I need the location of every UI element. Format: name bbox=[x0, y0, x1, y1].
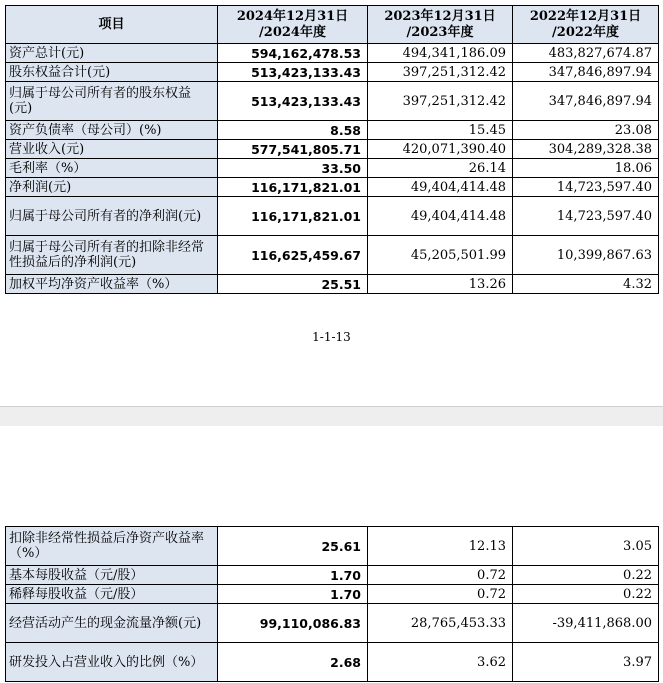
header-2024: 2024年12月31日 /2024年度 bbox=[218, 6, 368, 44]
table-row bbox=[6, 63, 659, 82]
row-label: 基本每股收益（元/股） bbox=[6, 566, 218, 585]
value-2024: 1.70 bbox=[218, 585, 368, 604]
page-break bbox=[0, 406, 663, 426]
value-2024: 25.61 bbox=[218, 527, 368, 566]
value-2023: 28,765,453.33 bbox=[368, 604, 513, 643]
header-2022: 2022年12月31日 /2022年度 bbox=[513, 6, 659, 44]
table-row bbox=[6, 527, 659, 566]
value-2024: 116,625,459.67 bbox=[218, 236, 368, 275]
value-2023: 12.13 bbox=[368, 527, 513, 566]
value-2023: 0.72 bbox=[368, 566, 513, 585]
table-row bbox=[6, 82, 659, 121]
value-2024: 8.58 bbox=[218, 121, 368, 140]
value-2022: 3.05 bbox=[513, 527, 659, 566]
row-label: 净利润(元) bbox=[6, 178, 218, 197]
value-2024: 25.51 bbox=[218, 275, 368, 294]
value-2022: 304,289,328.38 bbox=[513, 140, 659, 159]
table-row bbox=[6, 140, 659, 159]
table-row bbox=[6, 121, 659, 140]
row-label: 加权平均净资产收益率（%） bbox=[6, 275, 218, 294]
row-label: 扣除非经常性损益后净资产收益率（%） bbox=[6, 527, 218, 566]
financial-table-page1 bbox=[5, 5, 659, 294]
table-row bbox=[6, 275, 659, 294]
page-break-line bbox=[0, 406, 663, 407]
value-2022: 18.06 bbox=[513, 159, 659, 178]
table-row bbox=[6, 585, 659, 604]
row-label: 归属于母公司所有者的股东权益(元) bbox=[6, 82, 218, 121]
table-header-row bbox=[6, 6, 659, 44]
value-2024: 594,162,478.53 bbox=[218, 44, 368, 63]
value-2024: 577,541,805.71 bbox=[218, 140, 368, 159]
value-2024: 33.50 bbox=[218, 159, 368, 178]
value-2024: 116,171,821.01 bbox=[218, 178, 368, 197]
value-2022: 483,827,674.87 bbox=[513, 44, 659, 63]
value-2023: 45,205,501.99 bbox=[368, 236, 513, 275]
table-row bbox=[6, 44, 659, 63]
value-2024: 2.68 bbox=[218, 643, 368, 682]
value-2022: 347,846,897.94 bbox=[513, 63, 659, 82]
row-label: 资产负债率（母公司）(%) bbox=[6, 121, 218, 140]
financial-table-page2 bbox=[5, 526, 659, 682]
value-2022: 4.32 bbox=[513, 275, 659, 294]
value-2022: 347,846,897.94 bbox=[513, 82, 659, 121]
row-label: 营业收入(元) bbox=[6, 140, 218, 159]
value-2023: 0.72 bbox=[368, 585, 513, 604]
table-row bbox=[6, 159, 659, 178]
value-2023: 26.14 bbox=[368, 159, 513, 178]
value-2023: 397,251,312.42 bbox=[368, 63, 513, 82]
value-2022: 14,723,597.40 bbox=[513, 197, 659, 236]
value-2023: 13.26 bbox=[368, 275, 513, 294]
row-label: 稀释每股收益（元/股） bbox=[6, 585, 218, 604]
header-item: 项目 bbox=[6, 6, 218, 44]
row-label: 毛利率（%） bbox=[6, 159, 218, 178]
value-2022: -39,411,868.00 bbox=[513, 604, 659, 643]
value-2024: 513,423,133.43 bbox=[218, 82, 368, 121]
value-2023: 3.62 bbox=[368, 643, 513, 682]
table-row bbox=[6, 604, 659, 643]
value-2024: 99,110,086.83 bbox=[218, 604, 368, 643]
table-row bbox=[6, 566, 659, 585]
value-2024: 513,423,133.43 bbox=[218, 63, 368, 82]
table-row bbox=[6, 643, 659, 682]
page-number: 1-1-13 bbox=[312, 330, 351, 344]
value-2024: 1.70 bbox=[218, 566, 368, 585]
value-2023: 15.45 bbox=[368, 121, 513, 140]
value-2022: 3.97 bbox=[513, 643, 659, 682]
value-2023: 49,404,414.48 bbox=[368, 178, 513, 197]
table-row bbox=[6, 197, 659, 236]
row-label: 经营活动产生的现金流量净额(元) bbox=[6, 604, 218, 643]
value-2023: 397,251,312.42 bbox=[368, 82, 513, 121]
value-2022: 23.08 bbox=[513, 121, 659, 140]
row-label: 研发投入占营业收入的比例（%） bbox=[6, 643, 218, 682]
value-2022: 14,723,597.40 bbox=[513, 178, 659, 197]
row-label: 资产总计(元) bbox=[6, 44, 218, 63]
row-label: 股东权益合计(元) bbox=[6, 63, 218, 82]
value-2022: 0.22 bbox=[513, 585, 659, 604]
value-2023: 420,071,390.40 bbox=[368, 140, 513, 159]
row-label: 归属于母公司所有者的净利润(元) bbox=[6, 197, 218, 236]
table-row bbox=[6, 236, 659, 275]
table-row bbox=[6, 178, 659, 197]
header-2023: 2023年12月31日 /2023年度 bbox=[368, 6, 513, 44]
row-label: 归属于母公司所有者的扣除非经常性损益后的净利润(元) bbox=[6, 236, 218, 275]
value-2023: 494,341,186.09 bbox=[368, 44, 513, 63]
value-2022: 0.22 bbox=[513, 566, 659, 585]
value-2023: 49,404,414.48 bbox=[368, 197, 513, 236]
value-2024: 116,171,821.01 bbox=[218, 197, 368, 236]
value-2022: 10,399,867.63 bbox=[513, 236, 659, 275]
